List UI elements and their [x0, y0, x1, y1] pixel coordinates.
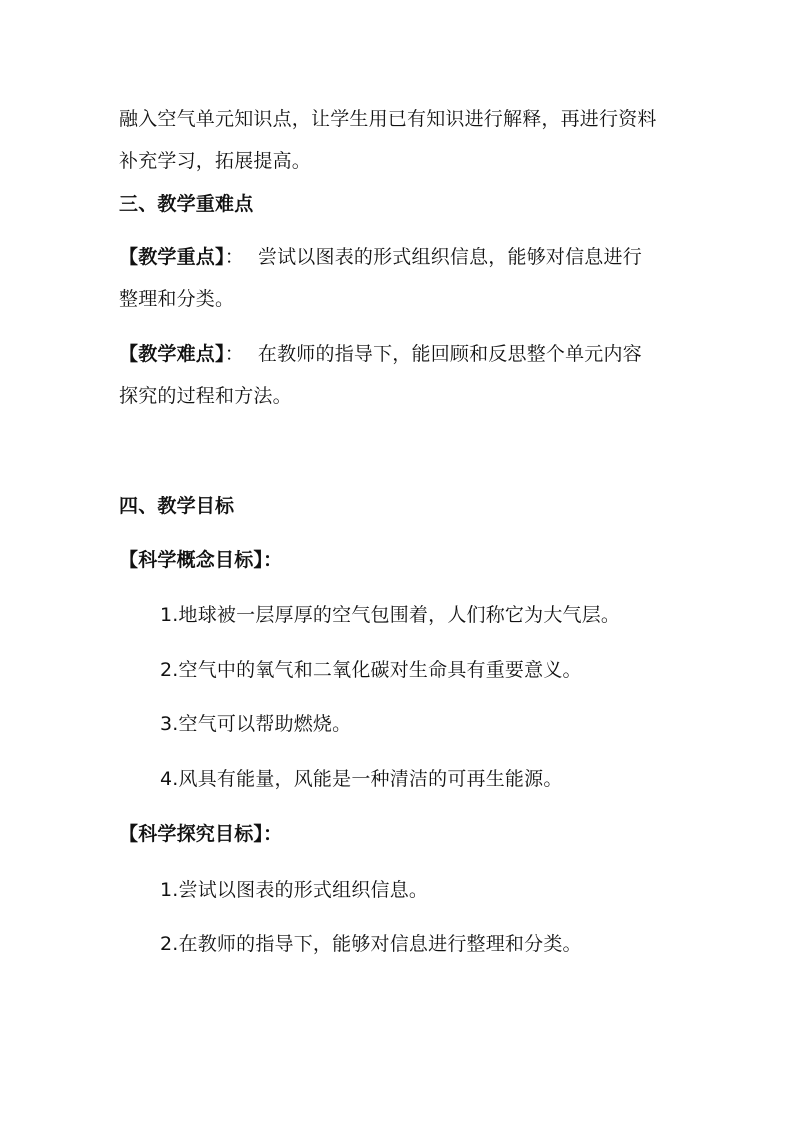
concept-goal-item: 2.空气中的氧气和二氧化碳对生命具有重要意义。 — [160, 659, 582, 681]
focus-paragraph-line-1 — [119, 245, 642, 269]
difficulty-label: 【教学难点】 — [119, 343, 225, 365]
focus-text-2: 整理和分类。 — [119, 288, 235, 310]
concept-goals-label: 【科学概念目标】： — [119, 549, 283, 571]
difficulty-text-1: 在教师的指导下，能回顾和反思整个单元内容 — [257, 343, 642, 365]
intro-line-2: 补充学习，拓展提高。 — [119, 150, 312, 172]
difficulty-text-2: 探究的过程和方法。 — [119, 385, 292, 407]
difficulty-sep: ： — [224, 343, 244, 365]
concept-goal-item: 3.空气可以帮助燃烧。 — [160, 713, 352, 735]
concept-goal-item: 1.地球被一层厚厚的空气包围着，人们称它为大气层。 — [160, 604, 621, 626]
concept-goal-item: 4.风具有能量，风能是一种清洁的可再生能源。 — [160, 768, 563, 790]
inquiry-goal-item: 1.尝试以图表的形式组织信息。 — [160, 879, 429, 901]
focus-text-1: 尝试以图表的形式组织信息，能够对信息进行 — [257, 246, 642, 268]
intro-line-1: 融入空气单元知识点，让学生用已有知识进行解释，再进行资料 — [119, 108, 657, 130]
focus-label: 【教学重点】 — [119, 246, 225, 268]
difficulty-paragraph-line-1 — [119, 342, 642, 366]
section4-heading: 四、教学目标 — [119, 495, 235, 517]
focus-sep: ： — [224, 246, 244, 268]
section3-heading: 三、教学重难点 — [119, 193, 254, 215]
inquiry-goal-item: 2.在教师的指导下，能够对信息进行整理和分类。 — [160, 933, 582, 955]
inquiry-goals-label: 【科学探究目标】： — [119, 823, 283, 845]
